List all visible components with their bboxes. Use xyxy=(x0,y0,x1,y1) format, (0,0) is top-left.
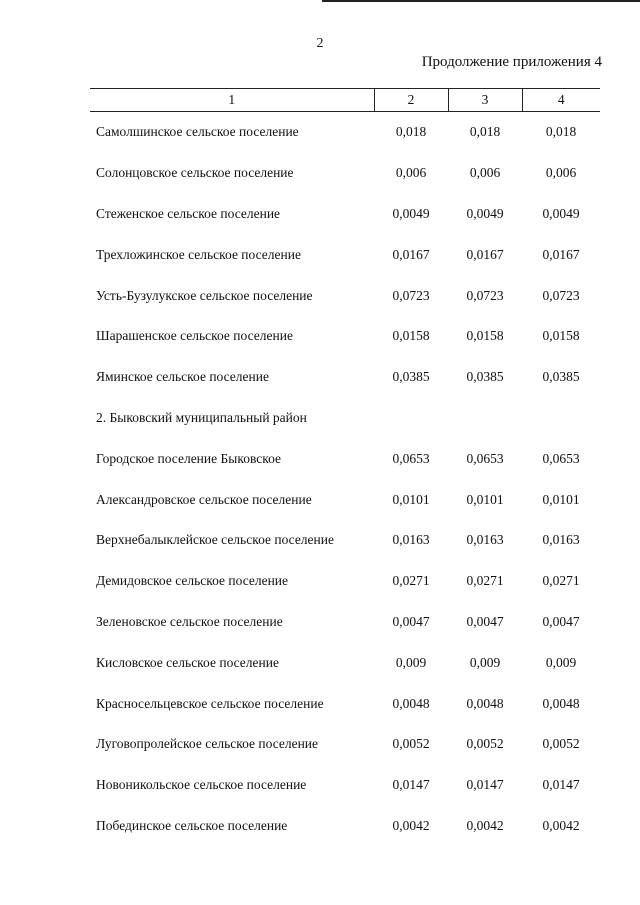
value-col-2: 0,009 xyxy=(395,654,427,670)
value-col-2: 0,0723 xyxy=(392,287,430,303)
value-col-2: 0,0385 xyxy=(392,369,430,385)
table-row xyxy=(90,479,600,520)
settlement-name: Яминское сельское поселение xyxy=(96,369,269,385)
header-col-3: 3 xyxy=(448,89,522,112)
settlement-name: Демидовское сельское поселение xyxy=(96,573,289,589)
settlement-name: Шарашенское сельское поселение xyxy=(96,328,293,344)
settlement-name: Стеженское сельское поселение xyxy=(96,205,281,221)
value-col-4: 0,009 xyxy=(545,654,577,670)
header-row xyxy=(90,89,600,112)
settlement-name: Побединское сельское поселение xyxy=(96,817,288,833)
value-col-3: 0,0147 xyxy=(466,777,504,793)
value-col-3: 0,0167 xyxy=(466,246,504,262)
table-row xyxy=(90,520,600,561)
value-col-4: 0,0052 xyxy=(542,736,580,752)
settlement-name: Александровское сельское поселение xyxy=(96,491,312,507)
table-row xyxy=(90,275,600,316)
table-row xyxy=(90,398,600,439)
settlement-name: Самолшинское сельское поселение xyxy=(96,124,299,140)
value-col-2 xyxy=(374,398,448,439)
page-number: 2 xyxy=(316,36,324,51)
table-body xyxy=(90,112,600,847)
table-row xyxy=(90,316,600,357)
value-col-2: 0,0047 xyxy=(392,613,430,629)
table-row xyxy=(90,357,600,398)
value-col-4 xyxy=(522,398,600,439)
value-col-4: 0,0049 xyxy=(542,205,580,221)
value-col-2: 0,0147 xyxy=(392,777,430,793)
value-col-4: 0,0101 xyxy=(542,491,580,507)
value-col-3: 0,0723 xyxy=(466,287,504,303)
value-col-4: 0,0042 xyxy=(542,817,580,833)
settlement-name: Красносельцевское сельское поселение xyxy=(96,695,324,711)
value-col-3 xyxy=(448,398,522,439)
table-row xyxy=(90,194,600,235)
table-row xyxy=(90,806,600,847)
settlement-name: Верхнебалыклейское сельское поселение xyxy=(96,532,334,548)
value-col-3: 0,0049 xyxy=(466,205,504,221)
value-col-3: 0,009 xyxy=(469,654,501,670)
value-col-2: 0,0271 xyxy=(392,573,430,589)
value-col-4: 0,0271 xyxy=(542,573,580,589)
value-col-3: 0,0158 xyxy=(466,328,504,344)
value-col-2: 0,0167 xyxy=(392,246,430,262)
table-row xyxy=(90,561,600,602)
value-col-2: 0,0042 xyxy=(392,817,430,833)
value-col-4: 0,0723 xyxy=(542,287,580,303)
value-col-3: 0,018 xyxy=(469,124,501,140)
settlement-name: Новоникольское сельское поселение xyxy=(96,777,307,793)
table-row xyxy=(90,642,600,683)
value-col-2: 0,0052 xyxy=(392,736,430,752)
value-col-3: 0,0042 xyxy=(466,817,504,833)
value-col-2: 0,0163 xyxy=(392,532,430,548)
settlement-name: Кисловское сельское поселение xyxy=(96,654,279,670)
value-col-4: 0,0048 xyxy=(542,695,580,711)
settlement-name: Солонцовское сельское поселение xyxy=(96,165,294,181)
table-header xyxy=(90,89,600,112)
value-col-3: 0,0101 xyxy=(466,491,504,507)
value-col-4: 0,0163 xyxy=(542,532,580,548)
settlement-name: Зеленовское сельское поселение xyxy=(96,613,283,629)
value-col-2: 0,0158 xyxy=(392,328,430,344)
table-row xyxy=(90,724,600,765)
appendix-title: Продолжение приложения 4 xyxy=(421,54,602,70)
value-col-3: 0,0048 xyxy=(466,695,504,711)
table-row xyxy=(90,438,600,479)
value-col-2: 0,0653 xyxy=(392,450,430,466)
value-col-4: 0,0158 xyxy=(542,328,580,344)
value-col-3: 0,0052 xyxy=(466,736,504,752)
settlement-name: Усть-Бузулукское сельское поселение xyxy=(96,287,313,303)
table-row xyxy=(90,153,600,194)
value-col-2: 0,0048 xyxy=(392,695,430,711)
table-row xyxy=(90,602,600,643)
value-col-4: 0,0047 xyxy=(542,613,580,629)
table-row xyxy=(90,234,600,275)
value-col-3: 0,0047 xyxy=(466,613,504,629)
value-col-3: 0,0385 xyxy=(466,369,504,385)
value-col-2: 0,006 xyxy=(395,165,427,181)
data-table xyxy=(90,88,600,846)
value-col-4: 0,006 xyxy=(545,165,577,181)
top-border-line xyxy=(322,0,640,2)
settlement-name: Луговопролейское сельское поселение xyxy=(96,736,319,752)
header-col-1: 1 xyxy=(90,89,374,112)
value-col-2: 0,018 xyxy=(395,124,427,140)
header-col-2: 2 xyxy=(374,89,448,112)
table-row xyxy=(90,683,600,724)
value-col-2: 0,0049 xyxy=(392,205,430,221)
value-col-3: 0,006 xyxy=(469,165,501,181)
settlement-name: Городское поселение Быковское xyxy=(96,450,282,466)
value-col-3: 0,0163 xyxy=(466,532,504,548)
value-col-3: 0,0653 xyxy=(466,450,504,466)
value-col-2: 0,0101 xyxy=(392,491,430,507)
settlement-name: Трехложинское сельское поселение xyxy=(96,246,301,262)
table-row xyxy=(90,765,600,806)
value-col-4: 0,0653 xyxy=(542,450,580,466)
value-col-3: 0,0271 xyxy=(466,573,504,589)
value-col-4: 0,0167 xyxy=(542,246,580,262)
header-col-4: 4 xyxy=(522,89,600,112)
settlement-name: 2. Быковский муниципальный район xyxy=(96,409,307,425)
value-col-4: 0,0147 xyxy=(542,777,580,793)
value-col-4: 0,018 xyxy=(545,124,577,140)
value-col-4: 0,0385 xyxy=(542,369,580,385)
table-row xyxy=(90,112,600,153)
